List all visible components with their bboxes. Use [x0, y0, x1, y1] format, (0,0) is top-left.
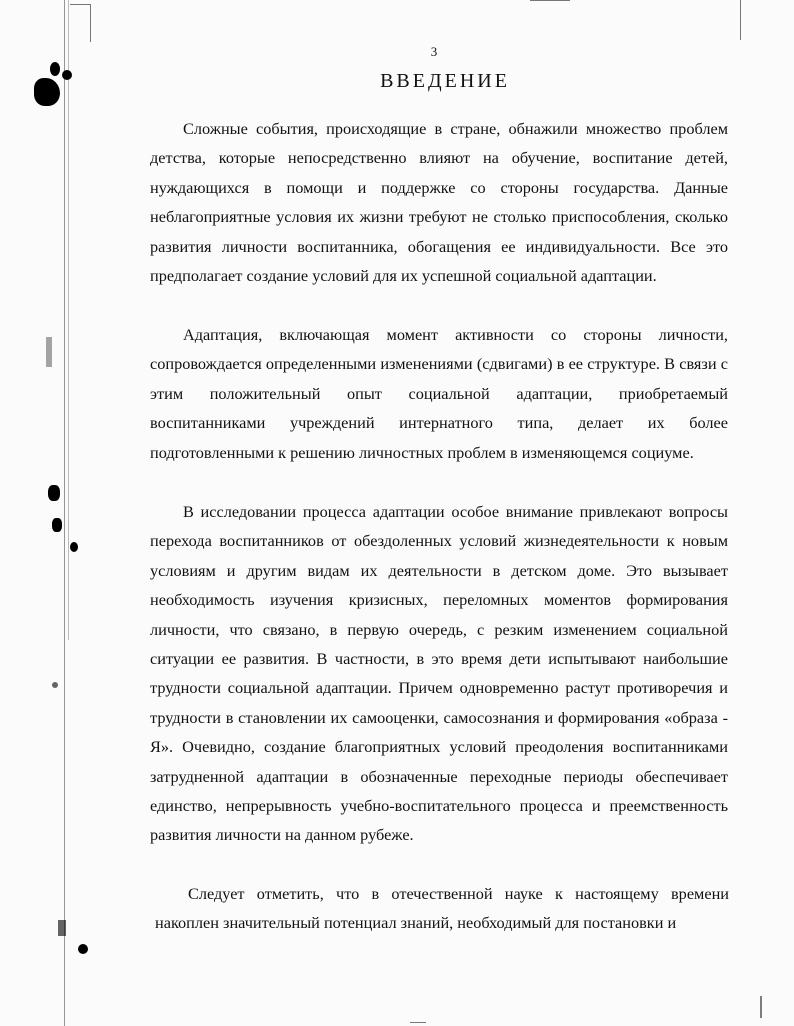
page-title: ВВЕДЕНИЕ — [380, 70, 510, 92]
paragraph-4: Следует отметить, что в отечественной науке к настоящему времени накоплен значительный потенциал знаний, необходимый для постановки и — [155, 884, 729, 933]
scan-bottom-mark — [410, 1022, 426, 1023]
scan-speck-7 — [78, 944, 88, 954]
left-binding-rule-2 — [68, 0, 69, 640]
scan-speck-4 — [70, 542, 78, 552]
scan-speck-8 — [760, 996, 762, 1018]
page-number: 3 — [430, 44, 438, 59]
scan-speck-5 — [52, 682, 58, 688]
scan-frame-top-left-vertical — [90, 4, 91, 42]
scan-speck-6 — [58, 920, 66, 936]
paragraph-2: Адаптация, включающая момент активности со стороны личности, сопровождается определенными изменениями (сдвигами) в ее структуре. В связи с этим положительный опыт социальной адаптации, приобретаемый воспитанниками учреждений интернатного типа, делает их более подготовленными к решению личностных проблем в изменяющемся социуме. — [150, 325, 728, 462]
paragraph-3: В исследовании процесса адаптации особое внимание привлекают вопросы перехода воспитанников от обездоленных условий жизнедеятельности к новым условиям и другим видам их деятельности в детском доме. Это вызывает необходимость изучения кризисных, переломных моментов формирования личности, что связано, в первую очередь, с резким изменением социальной ситуации ее развития. В частности, в это время дети испытывают наибольшие трудности социальной адаптации. Причем одновременно растут противоречия и трудности в становлении их самооценки, самосознания и формирования «образа - Я». Очевидно, создание благоприятных условий преодоления воспитанниками затрудненной адаптации в обозначенные переходные периоды обеспечивает единство, непрерывность учебно-воспитательного процесса и преемственность развития личности на данном рубеже. — [150, 502, 728, 845]
scan-speck-1 — [46, 337, 52, 367]
paragraph-1: Сложные события, происходящие в стране, обнажили множество проблем детства, которые непосредственно влияют на обучение, воспитание детей, нуждающихся в помощи и поддержке со стороны государства. Данные неблагоприятные условия их жизни требуют не столько приспособления, сколько развития личности воспитанника, обогащения ее индивидуальности. Все это предполагает создание условий для их успешной социальной адаптации. — [150, 119, 728, 286]
scan-frame-top-right — [740, 0, 741, 40]
scan-speck-2 — [48, 485, 60, 501]
scan-frame-top-left — [70, 4, 90, 5]
left-binding-rule — [64, 0, 65, 1026]
scan-top-mark — [530, 0, 570, 1]
scan-speck-3 — [52, 518, 62, 532]
